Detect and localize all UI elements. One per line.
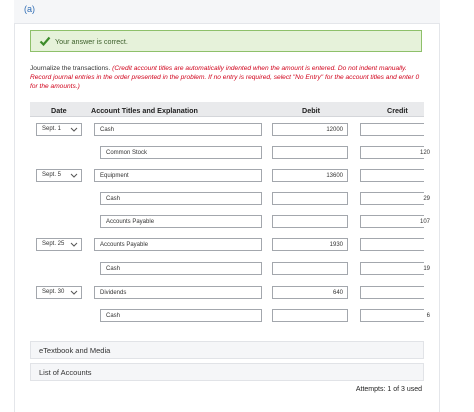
part-label: (a) [24,4,35,14]
credit-value: 29 [423,195,430,202]
etextbook-label: eTextbook and Media [39,346,111,355]
date-value: Sept. 5 [42,172,62,178]
account-value: Dividends [100,289,127,296]
account-field[interactable] [94,286,262,299]
debit-field[interactable] [272,238,348,251]
journal-table-header [30,102,424,117]
debit-header: Debit [302,106,320,115]
date-value: Sept. 1 [42,126,62,132]
credit-field[interactable] [360,123,424,136]
account-field[interactable] [94,169,262,182]
instructions [30,64,422,91]
account-field[interactable] [100,309,262,322]
feedback-text: Your answer is correct. [55,37,128,46]
debit-field[interactable] [272,215,348,228]
check-icon [39,35,51,47]
account-value: Cash [106,265,121,272]
credit-field[interactable] [360,286,424,299]
debit-field[interactable] [272,262,348,275]
chevron-down-icon [70,240,78,249]
attempts-counter: Attempts: 1 of 3 used [355,386,422,393]
feedback-banner [30,30,422,52]
date-value: Sept. 25 [42,241,65,247]
debit-field[interactable] [272,286,348,299]
debit-field[interactable] [272,169,348,182]
credit-field[interactable] [360,238,424,251]
debit-field[interactable] [272,123,348,136]
date-select[interactable] [36,123,82,136]
debit-value: 13600 [326,172,343,179]
account-field[interactable] [94,123,262,136]
account-field[interactable] [94,238,262,251]
account-header: Account Titles and Explanation [91,106,198,115]
date-header: Date [51,106,67,115]
credit-field[interactable] [360,215,430,228]
chevron-down-icon [70,125,78,134]
account-value: Accounts Payable [100,241,149,248]
credit-value: 19 [423,265,430,272]
account-value: Cash [106,312,121,319]
etextbook-link[interactable] [30,341,424,359]
list-of-accounts-link[interactable] [30,363,424,381]
account-value: Common Stock [106,149,148,156]
debit-field[interactable] [272,192,348,205]
chevron-down-icon [70,288,78,297]
debit-value: 1930 [329,241,343,248]
date-select[interactable] [36,286,82,299]
debit-field[interactable] [272,309,348,322]
instructions-note: (Credit account titles are automatically indented when the amount is entered. Do not indent manually. Record journal entries in the order presented in the problem. If no entry is required, select "No Entry" for the account titles and enter 0 for the amounts.) [30,65,420,90]
debit-value: 640 [332,289,343,296]
account-value: Accounts Payable [106,218,155,225]
account-value: Cash [100,126,115,133]
account-field[interactable] [100,192,262,205]
date-select[interactable] [36,238,82,251]
list-of-accounts-label: List of Accounts [39,368,92,377]
credit-field[interactable] [360,262,430,275]
credit-field[interactable] [360,192,430,205]
account-field[interactable] [100,262,262,275]
credit-field[interactable] [360,146,430,159]
debit-value: 12000 [326,126,343,133]
credit-value: 120 [419,149,430,156]
debit-field[interactable] [272,146,348,159]
credit-value: 6 [426,312,430,319]
credit-header: Credit [387,106,408,115]
account-value: Equipment [100,172,129,179]
date-value: Sept. 30 [42,289,65,295]
credit-field[interactable] [360,309,430,322]
instructions-plain: Journalize the transactions. [30,65,111,72]
account-value: Cash [106,195,121,202]
credit-value: 107 [419,218,430,225]
date-select[interactable] [36,169,82,182]
part-header[interactable] [14,0,440,24]
credit-field[interactable] [360,169,424,182]
account-field[interactable] [100,146,262,159]
chevron-down-icon [70,171,78,180]
account-field[interactable] [100,215,262,228]
